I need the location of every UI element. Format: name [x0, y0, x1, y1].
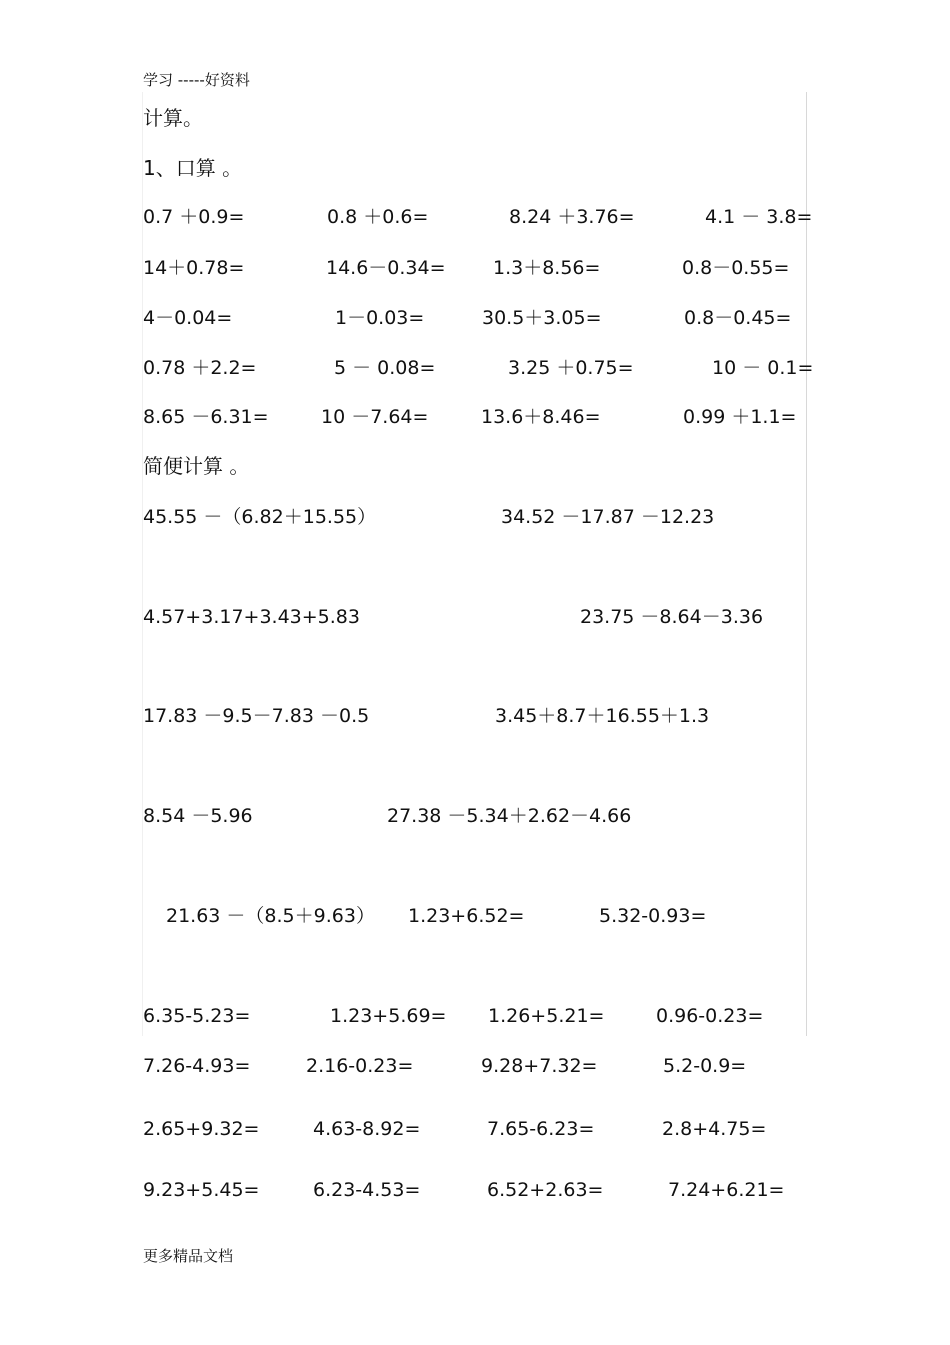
extra-item: 2.16-0.23= [306, 1055, 414, 1077]
page-margin-line-right [806, 92, 807, 1036]
simple-item: 21.63 －（8.5＋9.63） [166, 905, 375, 927]
simple-item: 1.23+6.52= [408, 905, 525, 927]
extra-item: 6.35-5.23= [143, 1005, 251, 1027]
oral-item: 0.7 ＋0.9= [143, 206, 245, 228]
oral-item: 14.6－0.34= [326, 257, 446, 279]
oral-item: 1.3＋8.56= [493, 257, 601, 279]
page-footer: 更多精品文档 [143, 1247, 234, 1265]
extra-item: 7.65-6.23= [487, 1118, 595, 1140]
oral-item: 8.65 －6.31= [143, 406, 269, 428]
extra-item: 7.24+6.21= [668, 1179, 785, 1201]
simple-item: 27.38 －5.34＋2.62－4.66 [387, 805, 632, 827]
simple-item: 8.54 －5.96 [143, 805, 253, 827]
oral-item: 0.8－0.55= [682, 257, 790, 279]
extra-item: 9.28+7.32= [481, 1055, 598, 1077]
oral-item: 0.8－0.45= [684, 307, 792, 329]
oral-item: 8.24 ＋3.76= [509, 206, 635, 228]
extra-item: 6.23-4.53= [313, 1179, 421, 1201]
page-header: 学习 -----好资料 [143, 71, 250, 89]
simple-item: 34.52 －17.87 －12.23 [501, 506, 715, 528]
section-simple-heading: 简便计算 。 [143, 454, 250, 478]
extra-item: 2.65+9.32= [143, 1118, 260, 1140]
oral-item: 0.99 ＋1.1= [683, 406, 797, 428]
simple-item: 23.75 －8.64－3.36 [580, 606, 764, 628]
oral-item: 4－0.04= [143, 307, 233, 329]
oral-item: 14＋0.78= [143, 257, 245, 279]
oral-item: 10 －7.64= [321, 406, 429, 428]
extra-item: 7.26-4.93= [143, 1055, 251, 1077]
oral-item: 10 － 0.1= [712, 357, 814, 379]
simple-item: 17.83 －9.5－7.83 －0.5 [143, 705, 370, 727]
oral-item: 3.25 ＋0.75= [508, 357, 634, 379]
simple-item: 4.57+3.17+3.43+5.83 [143, 606, 360, 628]
extra-item: 1.23+5.69= [330, 1005, 447, 1027]
oral-item: 13.6＋8.46= [481, 406, 601, 428]
extra-item: 2.8+4.75= [662, 1118, 767, 1140]
oral-item: 0.8 ＋0.6= [327, 206, 429, 228]
page-title: 计算。 [143, 106, 203, 130]
oral-item: 5 － 0.08= [334, 357, 436, 379]
oral-item: 4.1 － 3.8= [705, 206, 813, 228]
simple-item: 45.55 －（6.82＋15.55） [143, 506, 377, 528]
oral-item: 1－0.03= [335, 307, 425, 329]
extra-item: 5.2-0.9= [663, 1055, 747, 1077]
extra-item: 1.26+5.21= [488, 1005, 605, 1027]
oral-item: 30.5＋3.05= [482, 307, 602, 329]
section-oral-heading: 1、口算 。 [143, 156, 243, 180]
simple-item: 5.32-0.93= [599, 905, 707, 927]
oral-item: 0.78 ＋2.2= [143, 357, 257, 379]
extra-item: 6.52+2.63= [487, 1179, 604, 1201]
extra-item: 0.96-0.23= [656, 1005, 764, 1027]
extra-item: 9.23+5.45= [143, 1179, 260, 1201]
simple-item: 3.45＋8.7＋16.55＋1.3 [495, 705, 710, 727]
page-margin-line-left [142, 92, 143, 1036]
extra-item: 4.63-8.92= [313, 1118, 421, 1140]
